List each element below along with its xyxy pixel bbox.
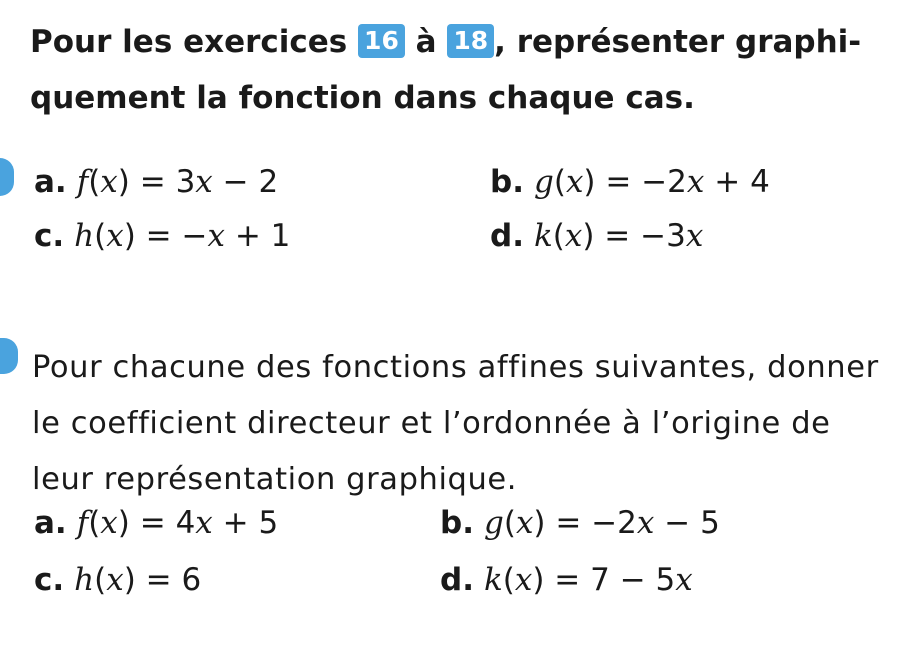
exercise-1-item-d: [490, 216, 703, 256]
exercise-1-item-c: [34, 216, 290, 256]
item-letter: d.: [490, 218, 524, 254]
exercise-1-item-b: [490, 162, 770, 202]
math-expression: k(x) = 7 − 5x: [483, 562, 693, 598]
item-letter: a.: [34, 164, 67, 200]
exercise-badge-start: 16: [358, 24, 405, 58]
math-expression: g(x) = −2x − 5: [483, 505, 720, 541]
item-letter: c.: [34, 562, 65, 598]
exercise-2-item-a: [34, 503, 278, 543]
math-expression: h(x) = 6: [74, 562, 202, 598]
exercise-2-instruction: Pour chacune des fonctions affines suivantes, donner le coefficient directeur et l’ordonnée à l’origine de leur représentation graphique.: [32, 350, 879, 497]
intro-connector: à: [404, 24, 448, 60]
math-expression: h(x) = −x + 1: [74, 218, 291, 254]
intro-text-after: , représenter graphi-quement la fonction dans chaque cas.: [30, 24, 862, 116]
intro-text-before: Pour les exercices: [30, 24, 359, 60]
exercise-badge-end: 18: [447, 24, 494, 58]
exercise-intro: [30, 14, 890, 126]
math-expression: f(x) = 4x + 5: [76, 505, 279, 541]
math-expression: f(x) = 3x − 2: [76, 164, 279, 200]
math-expression: k(x) = −3x: [533, 218, 704, 254]
item-letter: c.: [34, 218, 65, 254]
item-letter: a.: [34, 505, 67, 541]
exercise-2-item-b: [440, 503, 720, 543]
math-expression: g(x) = −2x + 4: [533, 164, 770, 200]
exercise-2-item-d: [440, 560, 693, 600]
exercise-2-item-c: [34, 560, 201, 600]
item-letter: b.: [490, 164, 524, 200]
item-letter: d.: [440, 562, 474, 598]
item-letter: b.: [440, 505, 474, 541]
exercise-number-marker: [0, 158, 14, 196]
exercise-1-item-a: [34, 162, 278, 202]
exercise-number-marker: [0, 338, 18, 374]
